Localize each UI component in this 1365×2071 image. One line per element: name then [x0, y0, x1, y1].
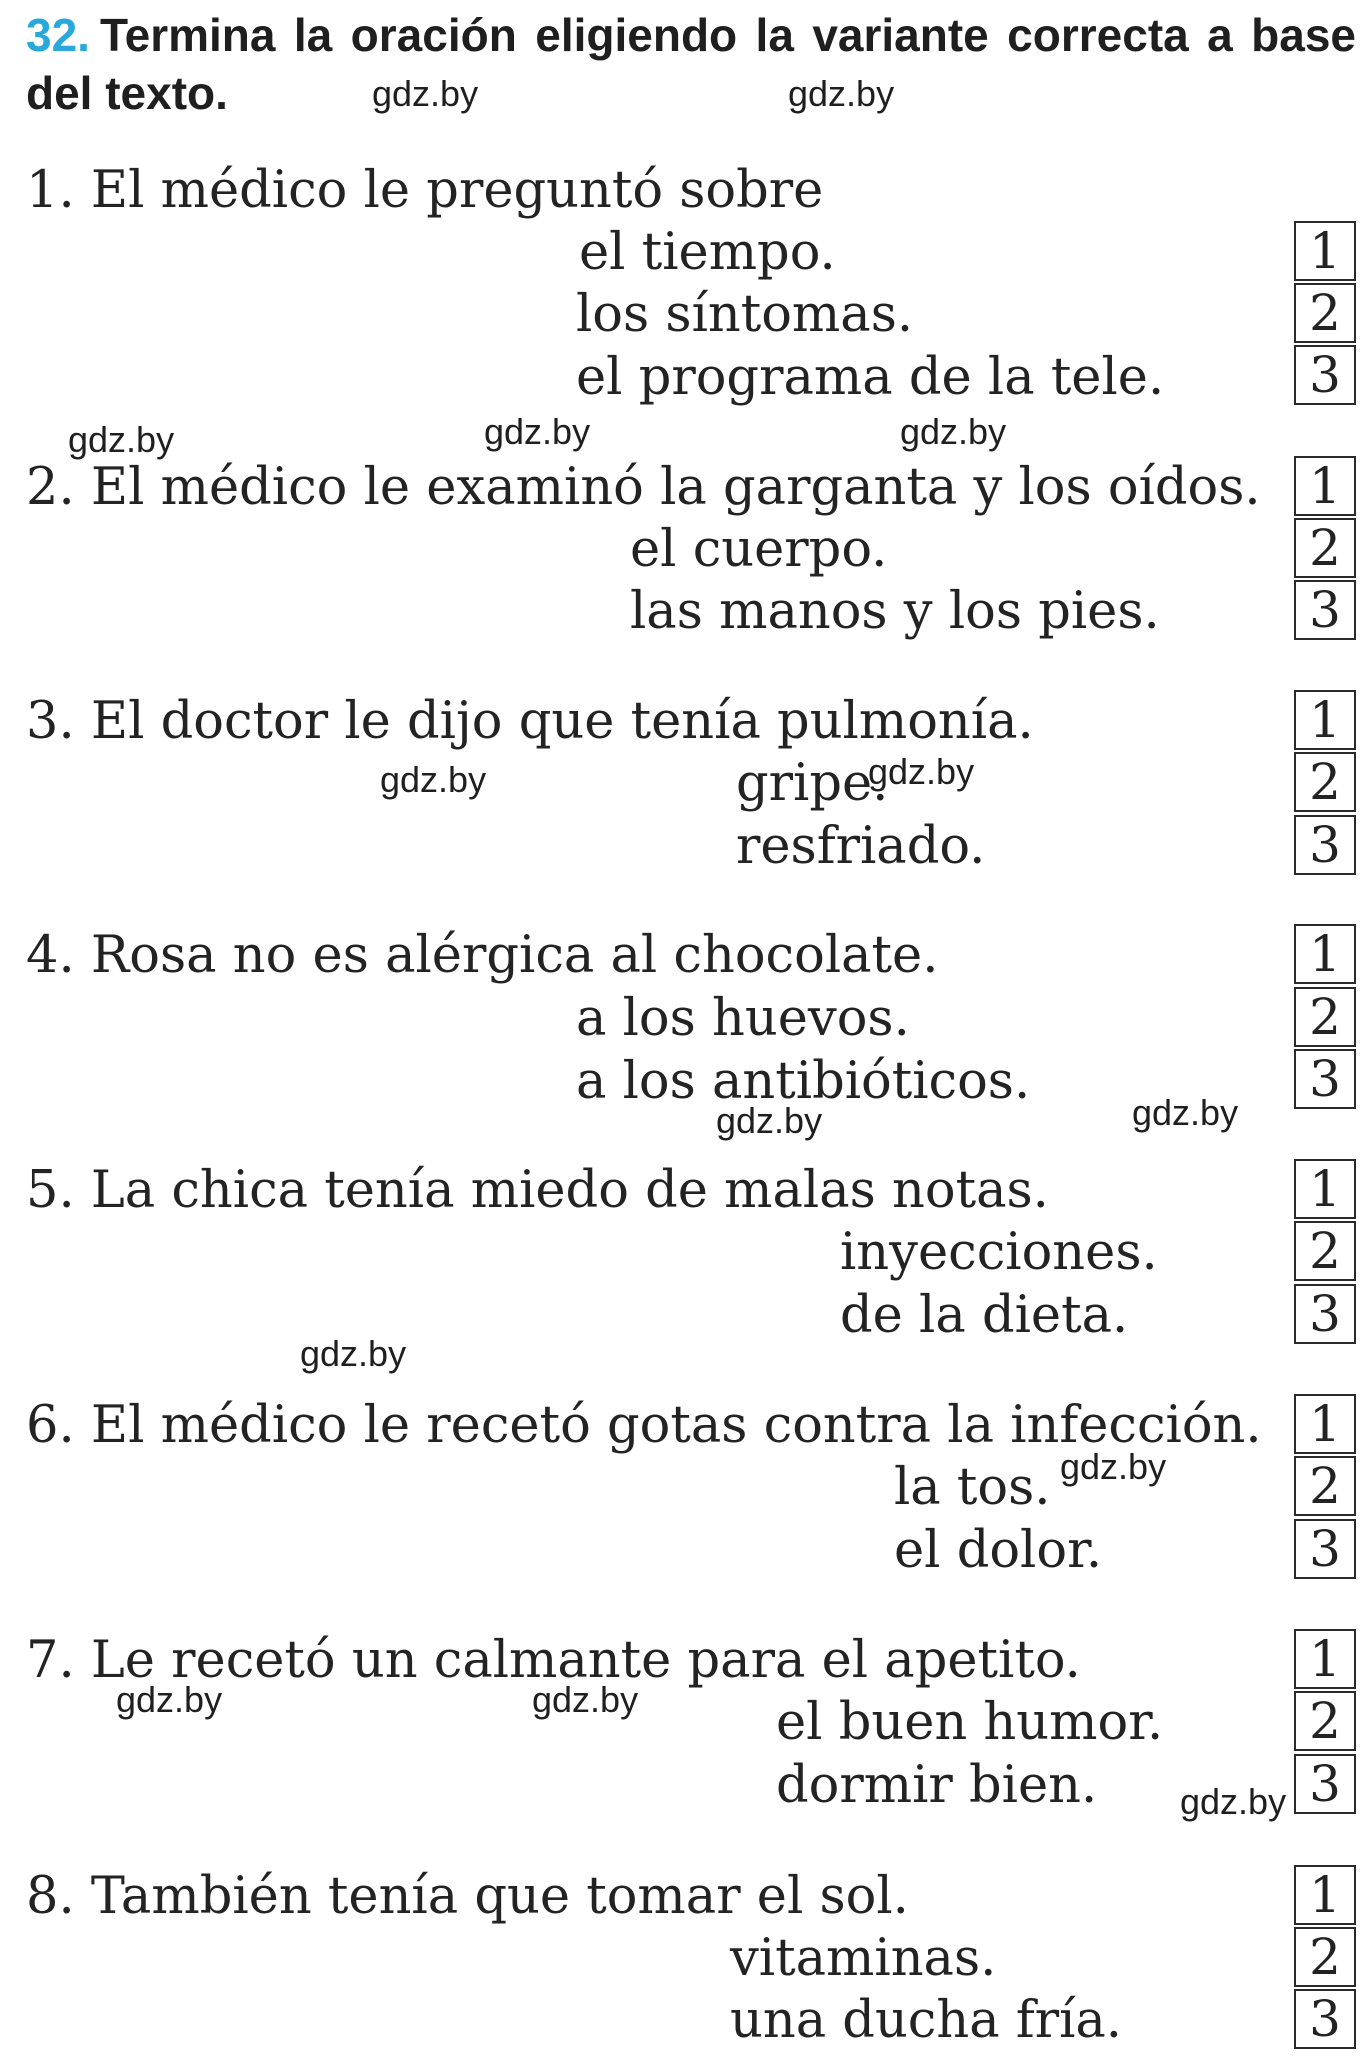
question-8-box-2[interactable]: 2: [1294, 1927, 1356, 1987]
exercise-instruction: Termina la oración eligiendo la variante correcta a base del texto.: [26, 9, 1356, 119]
question-6-box-3[interactable]: 3: [1294, 1519, 1356, 1579]
exercise-heading: [26, 6, 1356, 122]
question-8-box-1[interactable]: 1: [1294, 1865, 1356, 1925]
question-2-box-1[interactable]: 1: [1294, 456, 1356, 516]
question-4-box-1[interactable]: 1: [1294, 924, 1356, 984]
watermark: gdz.by: [116, 1679, 223, 1720]
question-6-box-1[interactable]: 1: [1294, 1394, 1356, 1454]
watermark: gdz.by: [1132, 1092, 1239, 1133]
question-7-box-1[interactable]: 1: [1294, 1629, 1356, 1689]
question-3-box-2[interactable]: 2: [1294, 752, 1356, 812]
question-5-option-1: inyecciones.: [840, 1223, 1158, 1282]
exercise-number: 32.: [26, 9, 90, 61]
question-3-box-3[interactable]: 3: [1294, 815, 1356, 875]
question-7-box-2[interactable]: 2: [1294, 1691, 1356, 1751]
question-1-box-1[interactable]: 1: [1294, 221, 1356, 281]
question-4-option-2: a los antibióticos.: [576, 1052, 1031, 1111]
question-6-box-2[interactable]: 2: [1294, 1456, 1356, 1516]
question-7-box-3[interactable]: 3: [1294, 1754, 1356, 1814]
question-8-box-3[interactable]: 3: [1294, 1989, 1356, 2049]
watermark: gdz.by: [900, 411, 1007, 452]
question-5-box-2[interactable]: 2: [1294, 1221, 1356, 1281]
question-2-option-1: el cuerpo.: [630, 520, 888, 579]
question-7-option-2: dormir bien.: [776, 1756, 1098, 1815]
question-5-box-3[interactable]: 3: [1294, 1284, 1356, 1344]
question-3-box-1[interactable]: 1: [1294, 690, 1356, 750]
question-1-box-3[interactable]: 3: [1294, 345, 1356, 405]
question-5-option-2: de la dieta.: [840, 1286, 1129, 1345]
question-6-prompt: 6. El médico le recetó gotas contra la infección.: [26, 1396, 1262, 1455]
question-6-option-2: el dolor.: [894, 1521, 1103, 1580]
question-4-option-1: a los huevos.: [576, 989, 910, 1048]
question-3-option-2: resfriado.: [736, 817, 986, 876]
watermark: gdz.by: [868, 751, 975, 792]
question-8-option-2: una ducha fría.: [730, 1991, 1123, 2050]
watermark: gdz.by: [1060, 1446, 1167, 1487]
question-5-box-1[interactable]: 1: [1294, 1159, 1356, 1219]
question-1-prompt: 1. El médico le preguntó sobre: [26, 161, 824, 220]
question-7-option-1: el buen humor.: [776, 1693, 1164, 1752]
question-7-prompt: 7. Le recetó un calmante para el apetito.: [26, 1631, 1081, 1690]
watermark: gdz.by: [484, 411, 591, 452]
question-8-prompt: 8. También tenía que tomar el sol.: [26, 1867, 909, 1926]
watermark: gdz.by: [380, 759, 487, 800]
watermark: gdz.by: [532, 1679, 639, 1720]
question-2-box-3[interactable]: 3: [1294, 580, 1356, 640]
watermark: gdz.by: [716, 1100, 823, 1141]
watermark: gdz.by: [1180, 1781, 1287, 1822]
watermark: gdz.by: [788, 73, 895, 114]
question-6-option-1: la tos.: [894, 1458, 1051, 1517]
question-1-option-2: los síntomas.: [576, 285, 914, 344]
question-2-box-2[interactable]: 2: [1294, 518, 1356, 578]
question-2-prompt: 2. El médico le examinó la garganta y los oídos.: [26, 458, 1261, 517]
question-1-option-3: el programa de la tele.: [576, 348, 1165, 407]
question-8-option-1: vitaminas.: [730, 1929, 997, 1988]
question-4-box-3[interactable]: 3: [1294, 1049, 1356, 1109]
watermark: gdz.by: [372, 73, 479, 114]
question-3-option-1: gripe.: [736, 754, 889, 813]
watermark: gdz.by: [68, 419, 175, 460]
question-2-option-2: las manos y los pies.: [630, 582, 1160, 641]
question-5-prompt: 5. La chica tenía miedo de malas notas.: [26, 1161, 1049, 1220]
question-4-prompt: 4. Rosa no es alérgica al chocolate.: [26, 926, 939, 985]
question-3-prompt: 3. El doctor le dijo que tenía pulmonía.: [26, 692, 1034, 751]
question-4-box-2[interactable]: 2: [1294, 987, 1356, 1047]
question-1-option-1: el tiempo.: [579, 223, 836, 282]
watermark: gdz.by: [300, 1333, 407, 1374]
question-1-box-2[interactable]: 2: [1294, 283, 1356, 343]
